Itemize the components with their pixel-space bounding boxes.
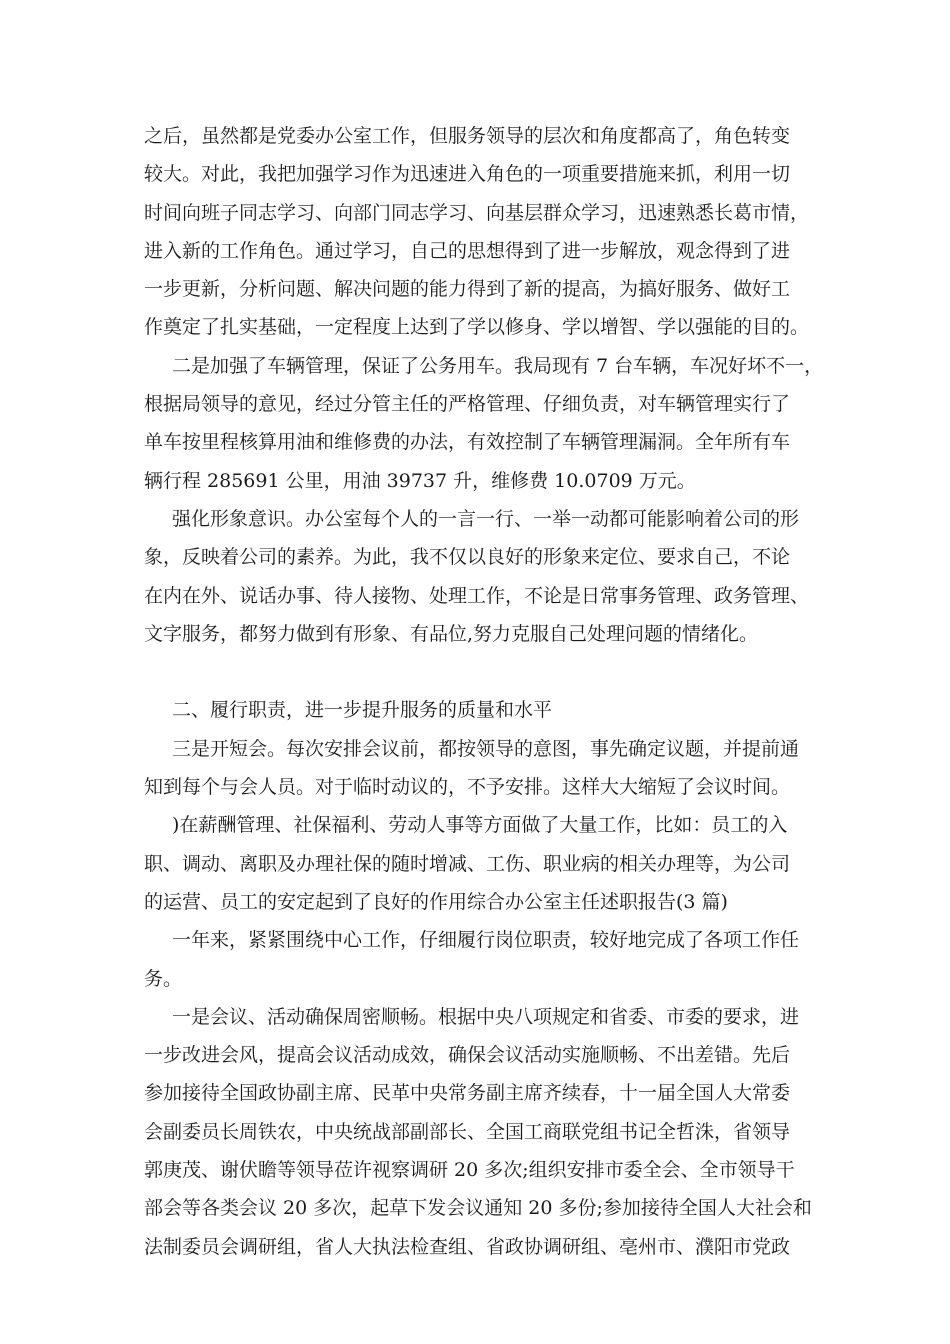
- text-line: 在内在外、说话办事、待人接物、处理工作，不论是日常事务管理、政务管理、: [144, 584, 810, 607]
- text-line: 单车按里程核算用油和维修费的办法，有效控制了车辆管理漏洞。全年所有车: [144, 431, 791, 454]
- text-line: 职、调动、离职及办理社保的随时增减、工伤、职业病的相关办理等，为公司: [144, 852, 791, 875]
- text-line: 务。: [144, 967, 183, 990]
- text-line: 作奠定了扎实基础，一定程度上达到了学以修身、学以增智、学以强能的目的。: [144, 316, 810, 339]
- paragraph-first-line: )在薪酬管理、社保福利、劳动人事等方面做了大量工作，比如：员工的入: [172, 814, 788, 837]
- paragraph-first-line: 一是会议、活动确保周密顺畅。根据中央八项规定和省委、市委的要求，进: [172, 1005, 800, 1028]
- text-line: 时间向班子同志学习、向部门同志学习、向基层群众学习，迅速熟悉长葛市情，: [144, 201, 810, 224]
- text-line: 之后，虽然都是党委办公室工作，但服务领导的层次和角度都高了，角色转变: [144, 125, 791, 147]
- text-line: 法制委员会调研组，省人大执法检查组、省政协调研组、亳州市、濮阳市党政: [144, 1235, 791, 1258]
- text-line: 进入新的工作角色。通过学习，自己的思想得到了进一步解放，观念得到了进: [144, 239, 791, 262]
- text-line: 会副委员长周铁农，中央统战部副部长、全国工商联党组书记全哲洙，省领导: [144, 1120, 791, 1143]
- text-line: 根据局领导的意见，经过分管主任的严格管理、仔细负责，对车辆管理实行了: [144, 393, 791, 416]
- text-line: 的运营、员工的安定起到了良好的作用综合办公室主任述职报告(3 篇): [144, 890, 728, 913]
- text-line: 一步改进会风，提高会议活动成效，确保会议活动实施顺畅、不出差错。先后: [144, 1044, 791, 1067]
- document-body: [144, 117, 824, 1266]
- text-line: 一步更新，分析问题、解决问题的能力得到了新的提高，为搞好服务、做好工: [144, 278, 791, 301]
- text-line: 较大。对此，我把加强学习作为迅速进入角色的一项重要措施来抓，利用一切: [144, 163, 791, 186]
- text-line: 文字服务，都努力做到有形象、有品位,努力克服自己处理问题的情绪化。: [144, 622, 759, 645]
- text-line: 郭庚茂、谢伏瞻等领导莅许视察调研 20 多次;组织安排市委全会、全市领导干: [144, 1159, 795, 1182]
- text-line: 部会等各类会议 20 多次，起草下发会议通知 20 多份;参加接待全国人大社会和: [144, 1197, 812, 1220]
- paragraph-first-line: 强化形象意识。办公室每个人的一言一行、一举一动都可能影响着公司的形: [172, 507, 800, 530]
- blank-line: [144, 653, 818, 691]
- paragraph-first-line: 二是加强了车辆管理，保证了公务用车。我局现有 7 台车辆，车况好坏不一，: [172, 354, 824, 377]
- text-line: 象，反映着公司的素养。为此，我不仅以良好的形象来定位、要求自己，不论: [144, 546, 791, 569]
- text-line: 参加接待全国政协副主席、民革中央常务副主席齐续春，十一届全国人大常委: [144, 1082, 791, 1105]
- text-line: 知到每个与会人员。对于临时动议的，不予安排。这样大大缩短了会议时间。: [144, 776, 791, 799]
- paragraph-first-line: 一年来，紧紧围绕中心工作，仔细履行岗位职责，较好地完成了各项工作任: [172, 929, 800, 952]
- paragraph-first-line: 三是开短会。每次安排会议前，都按领导的意图，事先确定议题，并提前通: [172, 737, 800, 760]
- section-heading: 二、履行职责，进一步提升服务的质量和水平: [172, 699, 553, 722]
- text-line: 辆行程 285691 公里，用油 39737 升，维修费 10.0709 万元。: [144, 469, 696, 492]
